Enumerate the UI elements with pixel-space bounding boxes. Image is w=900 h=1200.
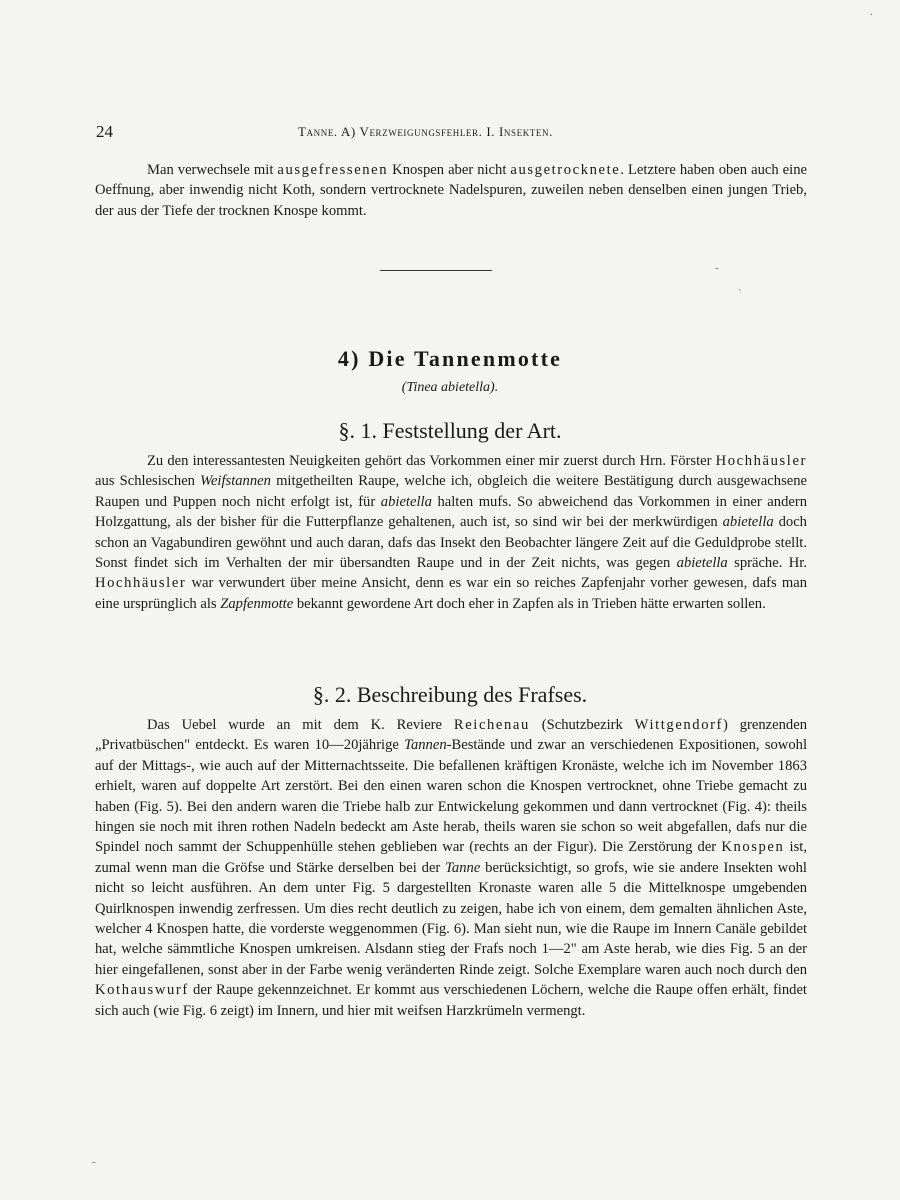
spaced-term: Knospen: [721, 839, 785, 856]
spaced-name: Hochhäusler: [95, 575, 187, 592]
text-run: doch schon an Vagabundiren gewöhnt und auch daran, dafs das Insekt den Beobachter längere Zeit auf die Geduldprobe stellt. Sonst findet sich im Verhalten der mir übersandten Raupe und in der Zeit nichts, was gegen: [95, 514, 807, 572]
text-run: ) grenzenden „Privatbüschen" entdeckt. Es waren 10—20jährige: [95, 717, 807, 754]
page-header: [96, 122, 808, 144]
intro-text: [95, 160, 807, 221]
italic-term: Zapfenmotte: [220, 595, 294, 612]
scan-mark: .: [870, 6, 873, 18]
text-run: bekannt gewordene Art doch eher in Zapfen als in Trieben hätte erwarten sollen.: [293, 595, 766, 612]
italic-term: abietella: [722, 514, 774, 531]
running-title: Tanne. A) Verzweigungsfehler. I. Insekten.: [298, 124, 553, 139]
paragraph-heading-2: §. 2. Beschreibung des Frafses.: [312, 682, 588, 707]
paragraph-2-text: [95, 715, 807, 1021]
text-run: Man verwechsele mit: [147, 162, 278, 178]
text-run: Das Uebel wurde an mit dem K. Reviere: [147, 717, 454, 733]
italic-term: Tannen: [404, 737, 447, 754]
paragraph-1-body: [95, 451, 807, 614]
spaced-name: Hochhäusler: [715, 453, 807, 469]
intro-paragraph: [95, 160, 807, 221]
text-run: mitgetheilten Raupe, welche ich, obgleich die weitere Bestätigung durch ausgewachsene Raupen und Puppen noch nicht erfolgt ist, für: [95, 473, 807, 510]
text-run: halten mufs. So abweichend das Vorkommen in einer andern Holzgattung, als der bisher für die Futterpflanze gehaltenen, auch ist, so sind wir bei der merkwürdigen: [95, 493, 807, 531]
spaced-term: ausgefressenen: [277, 162, 389, 178]
spaced-name: Reichenau: [453, 717, 530, 733]
italic-term: Tanne: [445, 859, 481, 876]
text-run: war verwundert über meine Ansicht, denn es war ein so reiches Zapfenjahr vorher gewesen, dafs man eine ursprünglich als: [95, 575, 807, 612]
paragraph-2-body: [95, 715, 807, 1021]
text-run: der Raupe gekennzeichnet. Er kommt aus verschiedenen Löchern, welche die Raupe offen erhält, findet sich auch (wie Fig. 6 zeigt) im Innern, und hier mit weifsen Harzkrümeln vermengt.: [95, 982, 807, 1019]
text-run: aus Schlesischen: [95, 473, 201, 490]
paragraph-heading-1: §. 1. Feststellung der Art.: [338, 418, 562, 443]
text-run: . Letztere haben oben auch eine Oeffnung, aber inwendig nicht Koth, sondern vertrocknete Nadelspuren, zuweilen neben denselben einen jungen Trieb, der aus der Tiefe der trocknen Knospe kommt.: [95, 162, 807, 219]
separator-rule: [380, 270, 492, 271]
paragraph-1-text: [95, 451, 807, 614]
text-run: ist, zumal wenn man die Gröfse und Stärke derselben bei der: [95, 839, 807, 876]
text-run: Zu den interessantesten Neuigkeiten gehört das Vorkommen einer mir zuerst durch Hrn. Förster: [147, 453, 716, 469]
text-run: (Schutzbezirk: [529, 717, 635, 733]
spaced-term: Kothauswurf: [95, 982, 189, 999]
italic-term: abietella: [380, 493, 432, 510]
text-run: spräche. Hr.: [727, 555, 807, 572]
italic-term: Weifstannen: [200, 473, 271, 490]
section-title: 4) Die Tannenmotte: [337, 346, 563, 371]
section-subtitle: (Tinea abietella).: [401, 380, 499, 395]
scan-mark: `: [738, 288, 742, 300]
scan-mark: -: [92, 1156, 96, 1168]
text-run: berücksichtigt, so grofs, wie sie andere Insekten wohl nicht so leicht ausführen. An dem unter Fig. 5 dargestellten Kronaste waren alle 5 die Mittelknospe umgebenden Quirlknospen inwendig zerfressen. Um dies recht deutlich zu zeigen, habe ich von einem, dem gemalten ähnlichen Aste, welcher 4 Knospen hatte, die vorderste weggenommen (Fig. 6). Man sieht nun, wie die Raupe im Innern Canäle gebildet hat, welche sämmtliche Knospen umkreisen. Alsdann stieg der Frafs noch 1—2" am Aste herab, wie dies Fig. 5 an der hier eingefallenen, sonst aber in der Farbe wenig veränderten Rinde zeigt. Solche Exemplare waren auch noch durch den: [95, 859, 807, 978]
text-run: -Bestände und zwar an verschiedenen Expositionen, sowohl auf der Mittags-, wie auch auf der Mitternachtsseite. Die befallenen kräftigen Kronäste, welche ich im November 1863 erhielt, waren auf doppelte Art zerstört. Bei den einen waren schon die Knospen vertrocknet, ohne Triebe gemacht zu haben (Fig. 5). Bei den andern waren die Triebe halb zur Entwickelung gekommen und dann vertrocknet (Fig. 4): theils hingen sie noch mit ihren rothen Nadeln bedeckt am Aste herab, theils waren sie schon so weit abgefallen, dafs nur die Spindel noch sammt der Schuppenhülle stehen geblieben war (rechts an der Figur). Die Zerstörung der: [95, 737, 807, 856]
spaced-name: Wittgendorf: [634, 717, 724, 733]
italic-term: abietella: [676, 555, 728, 572]
spaced-term: ausgetrocknete: [510, 162, 621, 178]
text-run: Knospen aber nicht: [388, 162, 511, 178]
page-number: 24: [96, 122, 113, 141]
scan-mark: -: [715, 262, 719, 274]
